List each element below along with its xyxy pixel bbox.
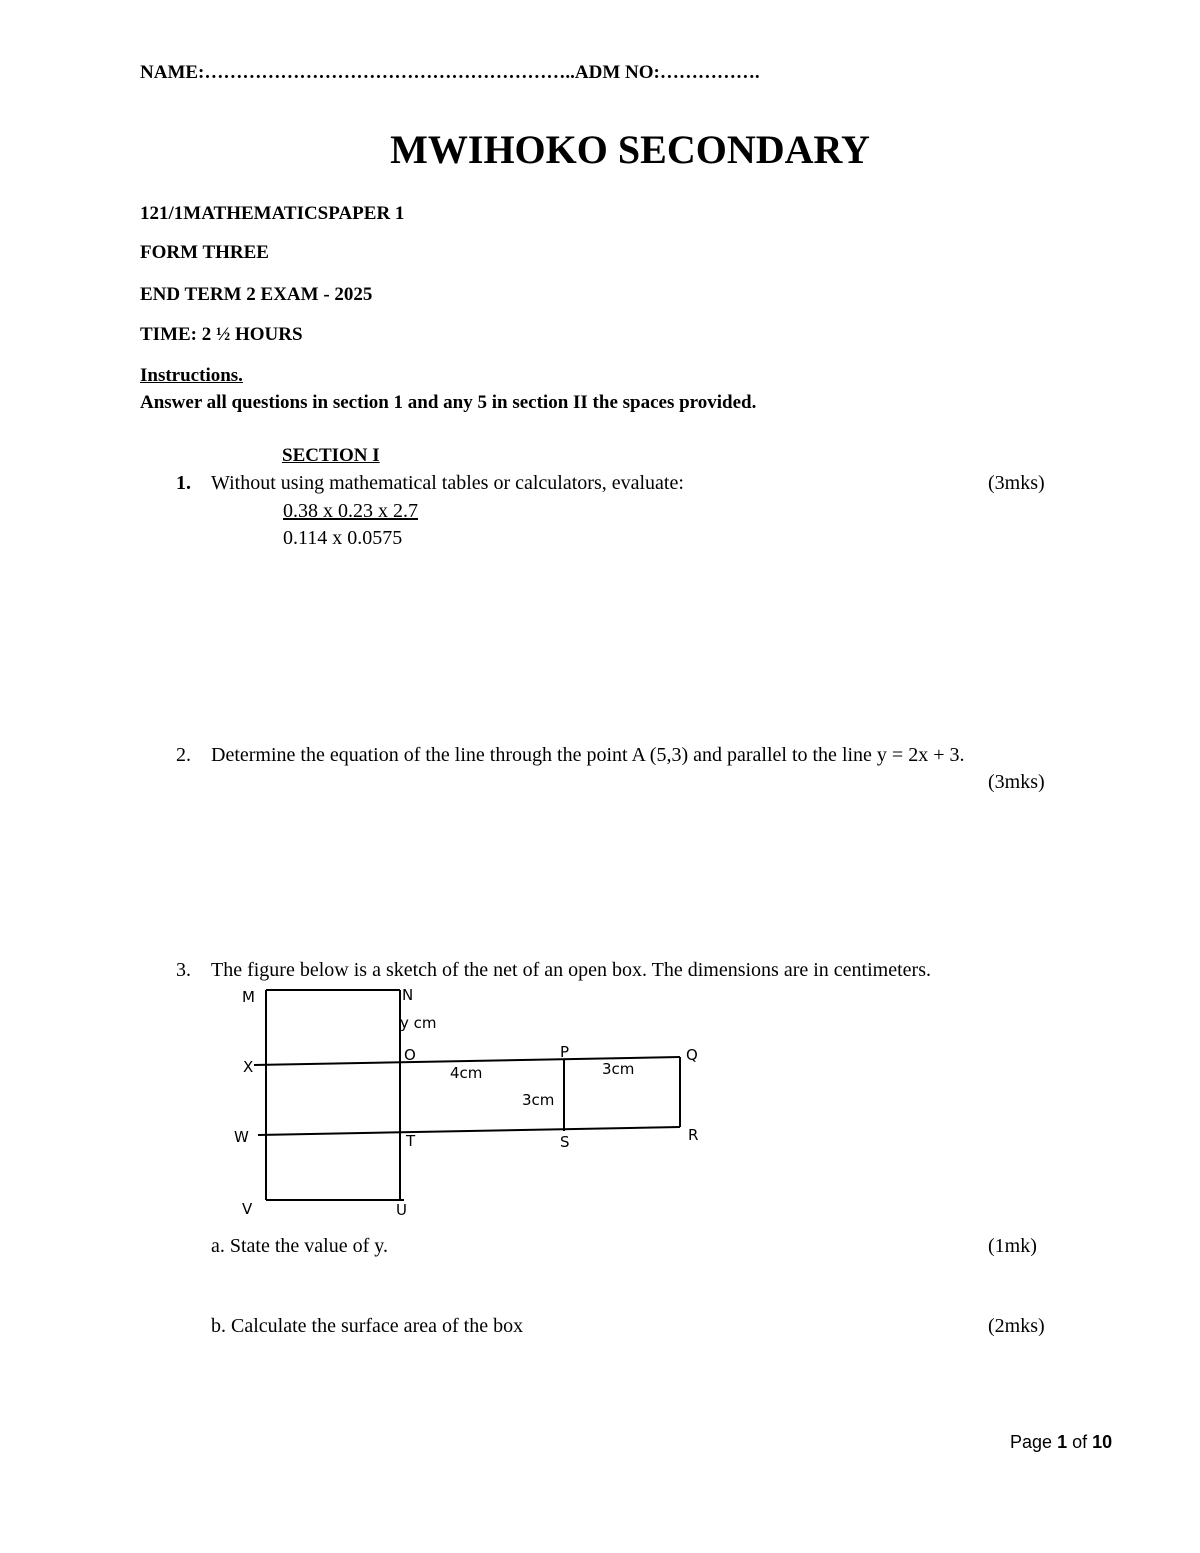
- label-p: P: [560, 1043, 570, 1061]
- question-2-number: 2.: [176, 744, 191, 766]
- question-3-text: The figure below is a sketch of the net of an open box. The dimensions are in centimeters.: [211, 959, 931, 981]
- instructions-text: Answer all questions in section 1 and any 5 in section II the spaces provided.: [140, 392, 757, 413]
- of-word: of: [1072, 1432, 1088, 1452]
- question-3b-text: b. Calculate the surface area of the box: [211, 1315, 524, 1337]
- label-s: S: [560, 1133, 570, 1151]
- question-3a-text: a. State the value of y.: [211, 1235, 388, 1257]
- instructions-heading: Instructions.: [140, 365, 243, 386]
- exam-time: TIME: 2 ½ HOURS: [140, 324, 303, 345]
- question-3a-marks: (1mk): [988, 1235, 1037, 1257]
- question-1-marks: (3mks): [988, 472, 1045, 494]
- label-n: N: [402, 986, 414, 1004]
- label-o: O: [404, 1046, 416, 1064]
- label-m: M: [242, 988, 255, 1006]
- label-r: R: [688, 1126, 699, 1144]
- label-y-cm: y cm: [400, 1014, 437, 1032]
- section-heading: SECTION I: [282, 445, 380, 466]
- label-3cm-side: 3cm: [522, 1091, 555, 1109]
- question-1-text: Without using mathematical tables or calculators, evaluate:: [211, 472, 684, 494]
- question-3-number: 3.: [176, 959, 191, 981]
- page-current: 1: [1057, 1432, 1068, 1452]
- label-t: T: [406, 1132, 416, 1150]
- label-q: Q: [686, 1046, 698, 1064]
- label-u: U: [396, 1201, 407, 1219]
- question-3b-marks: (2mks): [988, 1315, 1045, 1337]
- question-1-number: 1.: [176, 472, 191, 494]
- question-2-text: Determine the equation of the line through the point A (5,3) and parallel to the line y = 2x + 3.: [211, 744, 965, 766]
- question-1-numerator: 0.38 x 0.23 x 2.7: [283, 500, 418, 522]
- edge-wr: [258, 1127, 680, 1135]
- question-1-denominator: 0.114 x 0.0575: [283, 527, 403, 549]
- form-level: FORM THREE: [140, 242, 269, 263]
- paper-code: 121/1MATHEMATICSPAPER 1: [140, 203, 405, 224]
- exam-title: END TERM 2 EXAM - 2025: [140, 284, 373, 305]
- label-v: V: [242, 1200, 253, 1218]
- question-2-marks: (3mks): [988, 771, 1045, 793]
- page-total: 10: [1092, 1432, 1113, 1452]
- page-word: Page: [1010, 1432, 1053, 1452]
- page-number: [1010, 1432, 1112, 1453]
- label-3cm-top: 3cm: [602, 1060, 635, 1078]
- school-title: MWIHOKO SECONDARY: [390, 127, 870, 172]
- name-admission-line: NAME:…………………………………………………..ADM NO:…………….: [140, 62, 760, 83]
- box-net-figure: [228, 982, 728, 1230]
- net-lines: [254, 990, 680, 1200]
- label-x: X: [243, 1058, 254, 1076]
- label-w: W: [234, 1128, 249, 1146]
- label-4cm: 4cm: [450, 1064, 483, 1082]
